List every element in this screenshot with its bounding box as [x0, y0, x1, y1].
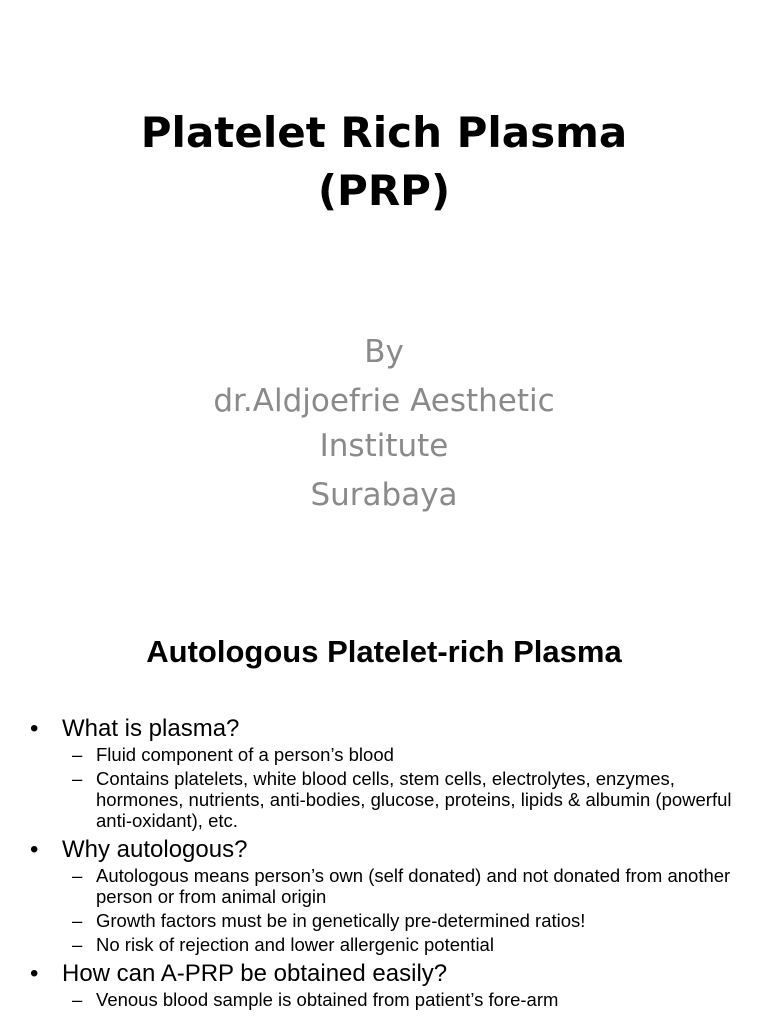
bullet-list [30, 710, 750, 1013]
bullet-text: Why autologous? [62, 836, 248, 863]
subtitle-location: Surabaya [310, 477, 458, 513]
content-slide [0, 576, 768, 1024]
sub-bullet-item: – Growth factors must be in genetically pre-determined ratios! [62, 910, 750, 931]
sub-bullet-item: – Autologous means person’s own (self donated) and not donated from another person or from animal origin [62, 865, 750, 907]
slide-title-line-1: Platelet Rich Plasma [140, 108, 628, 157]
sub-bullet-item: – Venous blood sample is obtained from patient’s fore-arm [62, 989, 750, 1010]
sub-bullet-list [62, 865, 750, 955]
bullet-text: What is plasma? [62, 715, 240, 742]
slide-title-line-2: (PRP) [317, 166, 451, 215]
bullet-item [30, 959, 750, 1010]
sub-bullet-item: – Contains platelets, white blood cells, stem cells, electrolytes, enzymes, hormones, nutrients, anti-bodies, glucose, proteins, lipids & albumin (powerful anti-oxidant), etc. [62, 768, 750, 831]
sub-bullet-list [62, 744, 750, 831]
sub-bullet-list [62, 989, 750, 1010]
bullet-text: How can A-PRP be obtained easily? [62, 960, 448, 987]
sub-bullet-item: – No risk of rejection and lower allergenic potential [62, 934, 750, 955]
bullet-item [30, 714, 750, 831]
subtitle-by: By [364, 334, 404, 370]
bullet-item [30, 835, 750, 955]
subtitle-author-line-1: dr.Aldjoefrie Aesthetic [213, 383, 555, 419]
subtitle-author-line-2: Institute [319, 428, 449, 464]
slide-subtitle [0, 330, 768, 518]
slide-title [0, 104, 768, 220]
sub-bullet-item: – Fluid component of a person’s blood [62, 744, 750, 765]
content-slide-title: Autologous Platelet-rich Plasma [146, 634, 622, 669]
